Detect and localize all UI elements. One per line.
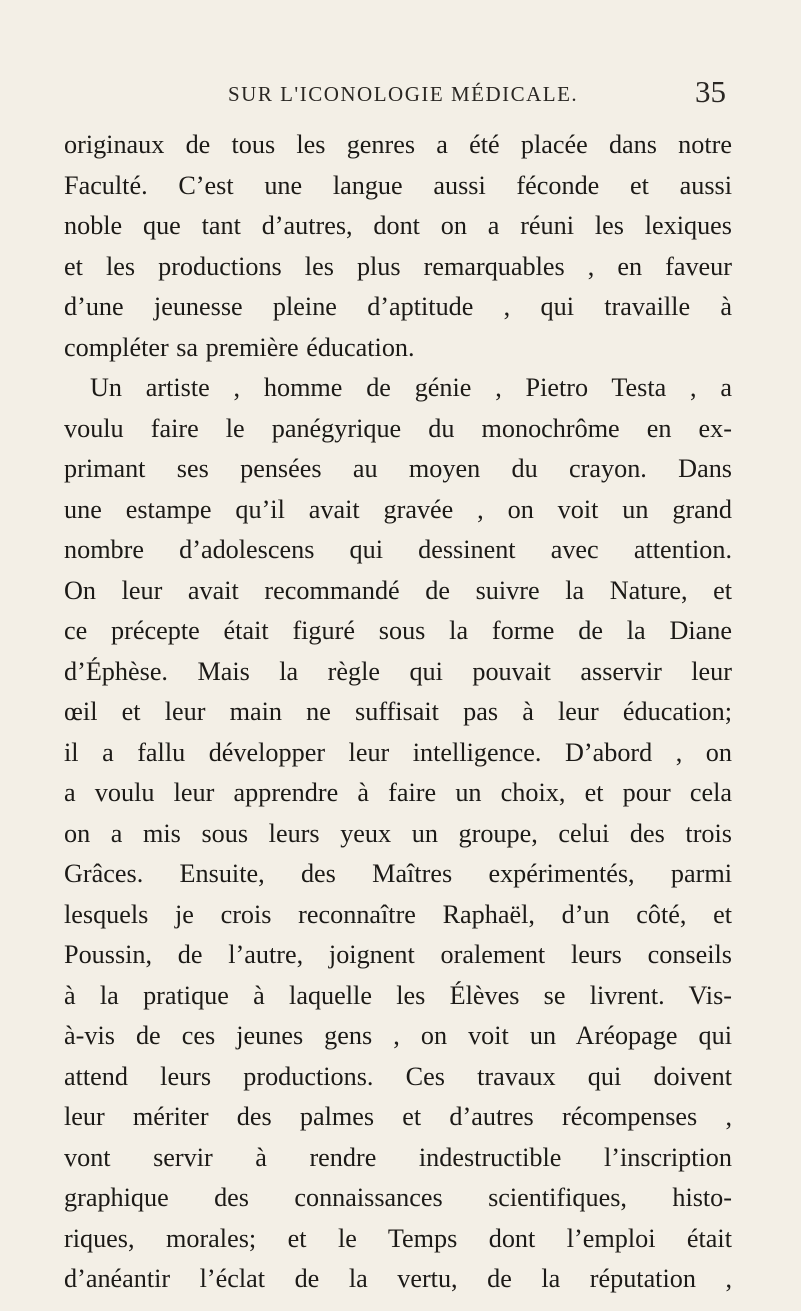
text-line: d’anéantir l’éclat de la vertu, de la réputation , [64,1264,732,1293]
text-line: lesquels je crois reconnaître Raphaël, d’un côté, et [64,899,732,929]
text-line: On leur avait recommandé de suivre la Nature, et [64,575,732,605]
text-line: a voulu leur apprendre à faire un choix, et pour cela [64,778,732,807]
text-line: Un artiste , homme de génie , Pietro Testa , a [90,373,732,402]
text-line: primant ses pensées au moyen du crayon. Dans [64,454,732,483]
text-line: graphique des connaissances scientifiques, histo- [64,1183,732,1212]
text-line: Faculté. C’est une langue aussi féconde et aussi [64,170,732,200]
page-number: 35 [695,74,726,109]
text-line: Poussin, de l’autre, joignent oralement leurs conseils [64,940,732,969]
text-line: vont servir à rendre indestructible l’inscription [64,1142,732,1172]
text-line: leur mériter des palmes et d’autres récompenses , [64,1102,732,1131]
text-line: et les productions les plus remarquables , en faveur [64,251,732,281]
body-text [64,125,732,1300]
text-line: une estampe qu’il avait gravée , on voit un grand [64,494,732,524]
text-line: voulu faire le panégyrique du monochrôme en ex- [64,413,732,443]
text-line: originaux de tous les genres a été placée dans notre [64,130,732,159]
text-line: noble que tant d’autres, dont on a réuni les lexiques [64,211,732,240]
text-line: à-vis de ces jeunes gens , on voit un Aréopage qui [64,1021,732,1050]
text-line: à la pratique à laquelle les Élèves se livrent. Vis- [64,980,732,1010]
text-line: d’Éphèse. Mais la règle qui pouvait asservir leur [64,656,732,686]
running-title: SUR L'ICONOLOGIE MÉDICALE. [228,82,579,106]
text-line: attend leurs productions. Ces travaux qui doivent [64,1061,732,1091]
running-head [60,74,740,118]
text-line: œil et leur main ne suffisait pas à leur éducation; [64,697,732,726]
text-line: compléter sa première éducation. [64,332,415,362]
text-line: nombre d’adolescens qui dessinent avec attention. [64,535,732,564]
text-line: d’une jeunesse pleine d’aptitude , qui travaille à [64,292,732,321]
text-line: il a fallu développer leur intelligence. D’abord , on [64,737,732,767]
text-line: on a mis sous leurs yeux un groupe, celui des trois [64,818,732,848]
text-line: Grâces. Ensuite, des Maîtres expérimentés, parmi [64,859,732,888]
text-line: riques, morales; et le Temps dont l’emploi était [64,1223,732,1253]
text-line: ce précepte était figuré sous la forme de la Diane [64,616,732,645]
